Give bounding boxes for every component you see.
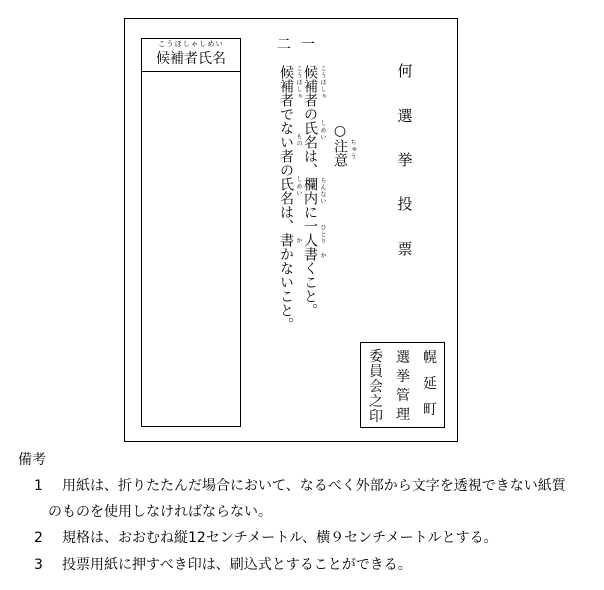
seal-char: 理 <box>396 407 410 423</box>
remark-item-3 <box>34 557 594 573</box>
note-2-text: 候補者でない者の氏名は、書かないこと。 <box>278 65 294 331</box>
note-2-ruby-1: こうほしゃ <box>295 65 302 100</box>
notice-heading-ruby: ちゅう <box>349 139 356 160</box>
seal-char: 印 <box>369 409 383 425</box>
seal-char: 挙 <box>396 369 410 385</box>
election-committee-seal <box>360 342 445 428</box>
seal-char: 町 <box>423 402 437 418</box>
seal-char: 管 <box>396 388 410 404</box>
seal-char: 延 <box>423 376 437 392</box>
ballot-title-char: 票 <box>397 240 413 258</box>
remark-number: 2 <box>34 530 43 546</box>
candidate-name-label: 候補者氏名 <box>156 51 226 67</box>
note-1-ruby-2: しめい <box>319 120 326 141</box>
remark-item-1 <box>34 478 594 520</box>
note-1-ruby-5: か <box>319 252 326 259</box>
remark-number: 3 <box>34 557 43 573</box>
remark-line: 規格は、おおむね縦12センチメートル、横９センチメートルとする。 <box>62 530 498 546</box>
note-2-ruby-2: もの <box>295 133 302 147</box>
ballot-title-char: 何 <box>397 62 413 80</box>
remarks-title: 備考 <box>18 452 46 468</box>
note-number-1: 一 <box>301 37 315 53</box>
seal-char: 委 <box>369 349 383 365</box>
note-2-ruby-3: しめい <box>295 176 302 197</box>
note-2-ruby-4: か <box>295 237 302 244</box>
seal-column-town <box>421 350 439 419</box>
seal-char: 会 <box>369 379 383 395</box>
ballot-sheet <box>124 18 458 442</box>
candidate-name-write-area[interactable] <box>142 72 240 426</box>
ballot-title-char: 選 <box>397 107 413 125</box>
note-1-ruby-4: ひとり <box>319 224 326 245</box>
note-1-text: 候補者の氏名は、欄内に一人書くこと。 <box>302 65 318 317</box>
seal-char: 選 <box>396 350 410 366</box>
remark-line: 用紙は、折りたたんだ場合において、なるべく外部から文字を透視できない紙質 <box>62 478 566 494</box>
seal-column-committee <box>394 350 412 424</box>
note-1-ruby-1: こうほしゃ <box>319 65 326 100</box>
note-number-2: 二 <box>277 37 291 53</box>
notice-heading: ○注意 <box>332 123 348 167</box>
candidate-name-header <box>142 39 240 72</box>
remark-line: 投票用紙に押すべき印は、刷込式とすることができる。 <box>62 557 412 573</box>
seal-char: 幌 <box>423 350 437 366</box>
remark-item-2 <box>34 530 594 546</box>
ballot-title-char: 投 <box>397 195 413 213</box>
seal-char: 之 <box>369 394 383 410</box>
candidate-name-ruby: こうほしゃしめい <box>158 40 224 48</box>
ballot-title-char: 挙 <box>397 151 413 169</box>
seal-column-seal <box>367 350 385 425</box>
note-1-ruby-3: らんない <box>319 177 326 205</box>
remark-number: 1 <box>34 478 43 494</box>
candidate-name-box <box>141 38 241 427</box>
seal-char: 員 <box>369 364 383 380</box>
remark-line: のものを使用しなければならない。 <box>48 504 272 520</box>
